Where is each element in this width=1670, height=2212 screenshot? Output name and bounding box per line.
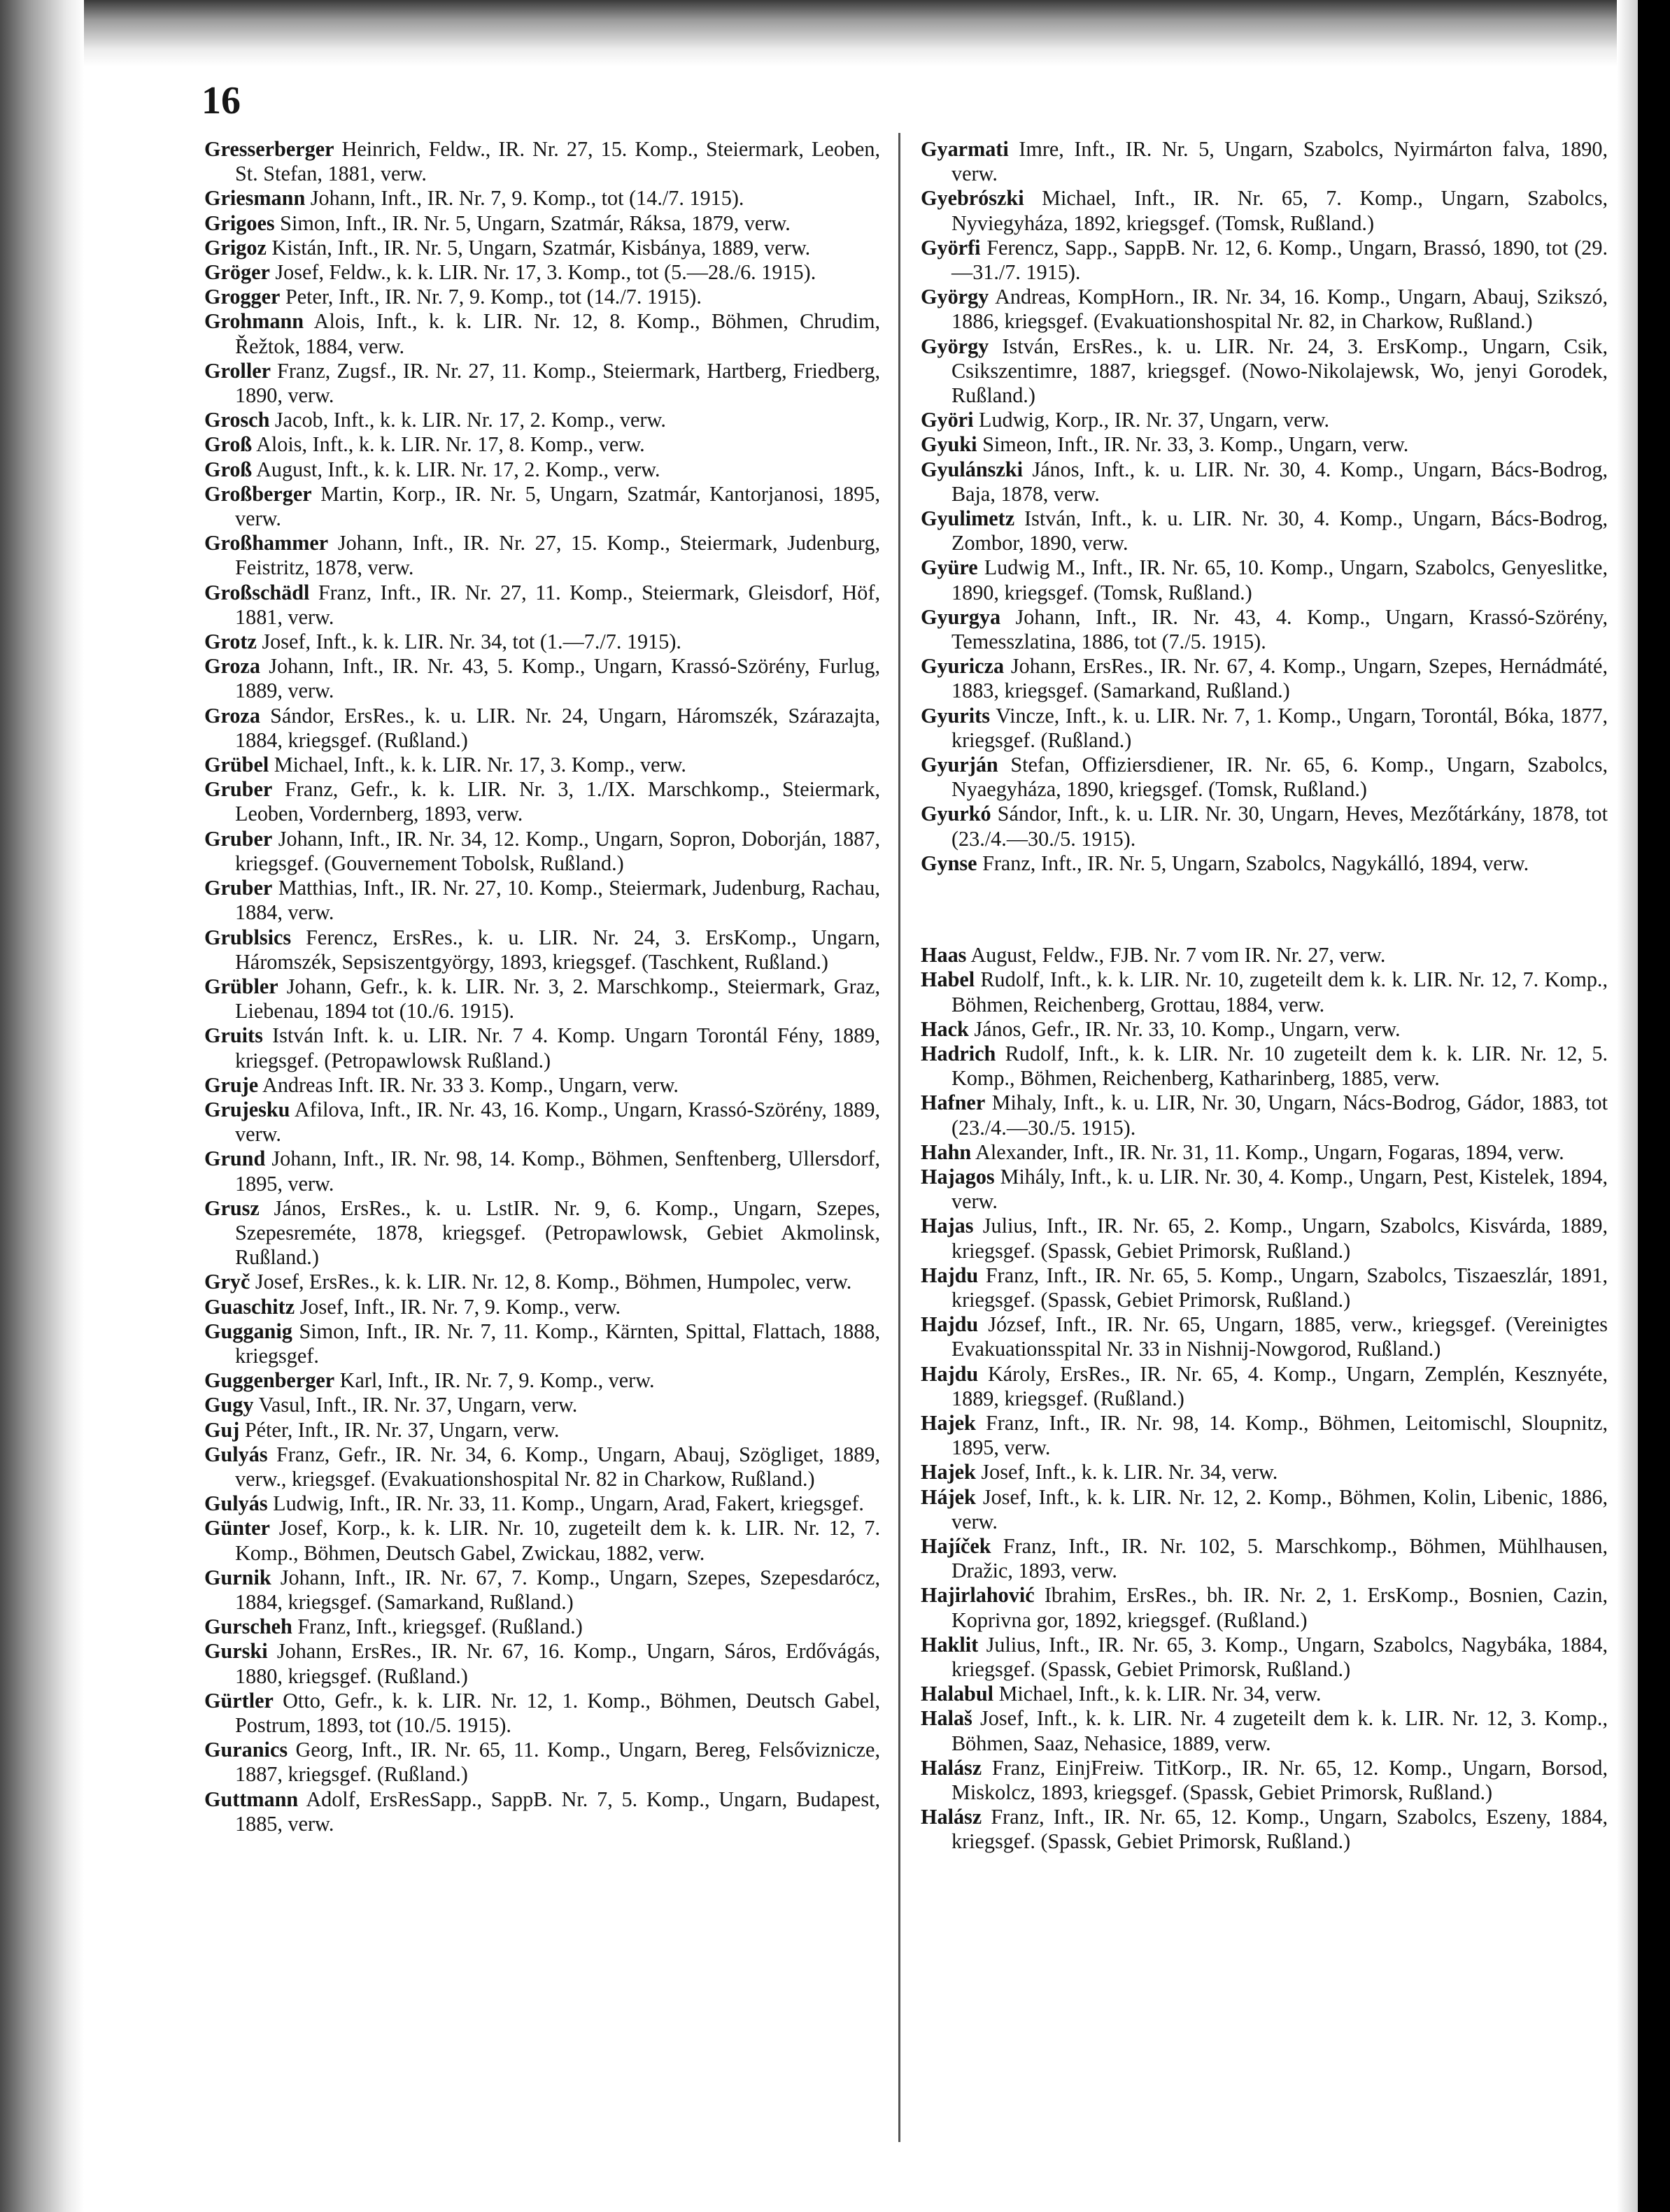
entry-details: Martin, Korp., IR. Nr. 5, Ungarn, Szatmár, Kantorjanosi, 1895, verw. <box>235 481 880 531</box>
entry-details: Johann, ErsRes., IR. Nr. 67, 16. Komp., Ungarn, Sáros, Erdővágás, 1880, kriegsgef. (Rußland.) <box>235 1639 881 1688</box>
entry-details: Johann, Inft., IR. Nr. 27, 15. Komp., Steiermark, Judenburg, Feistritz, 1878, verw. <box>235 531 881 580</box>
left-column <box>204 137 880 1836</box>
register-entry <box>921 851 1608 876</box>
entry-details: Johann, ErsRes., IR. Nr. 67, 4. Komp., Ungarn, Szepes, Hernádmáté, 1883, kriegsgef. (Samarkand, Rußland.) <box>951 654 1608 703</box>
entry-surname: Haklit <box>921 1632 979 1657</box>
register-entry <box>921 1534 1608 1583</box>
register-entry <box>921 236 1608 285</box>
register-entry <box>204 1516 880 1565</box>
entry-surname: Gyulánszki <box>921 457 1023 481</box>
entry-surname: Großhammer <box>204 531 329 555</box>
entry-surname: Hajdu <box>921 1312 979 1337</box>
entry-details: István, Inft., k. u. LIR. Nr. 30, 4. Komp., Ungarn, Bács-Bodrog, Zombor, 1890, verw. <box>951 506 1608 555</box>
entry-surname: Hahn <box>921 1140 972 1164</box>
entry-surname: Hajdu <box>921 1361 979 1386</box>
entry-surname: György <box>921 334 989 358</box>
register-entry <box>921 1485 1608 1534</box>
register-entry <box>204 1295 880 1319</box>
register-entry <box>921 506 1608 555</box>
entry-surname: Hajíček <box>921 1533 991 1558</box>
entry-surname: Gyuricza <box>921 654 1005 679</box>
entry-details: Franz, EinjFreiw. TitKorp., IR. Nr. 65, 12. Komp., Ungarn, Borsod, Miskolcz, 1893, kriegsgef. (Spassk, Gebiet Primorsk, Rußland.) <box>951 1755 1608 1804</box>
entry-surname: Hajirlahović <box>921 1583 1035 1608</box>
entry-details: Andreas, KompHorn., IR. Nr. 34, 16. Komp., Ungarn, Abauj, Szikszó, 1886, kriegsgef. (Evakuationshospital Nr. 82, in Charkow, Rußland.) <box>951 285 1608 334</box>
entry-details: Ludwig, Inft., IR. Nr. 33, 11. Komp., Ungarn, Arad, Fakert, kriegsgef. <box>273 1491 864 1516</box>
register-entry <box>921 605 1608 654</box>
entry-details: Ferencz, Sapp., SappB. Nr. 12, 6. Komp., Ungarn, Brassó, 1890, tot (29.—31./7. 1915). <box>951 235 1608 285</box>
register-entry <box>204 704 880 753</box>
entry-surname: Gurscheh <box>204 1615 292 1639</box>
page-number: 16 <box>201 79 241 122</box>
entry-details: August, Feldw., FJB. Nr. 7 vom IR. Nr. 27, verw. <box>970 943 1386 967</box>
entry-details: Michael, Inft., k. k. LIR. Nr. 34, verw. <box>998 1682 1322 1706</box>
entry-details: János, Gefr., IR. Nr. 33, 10. Komp., Ungarn, verw. <box>974 1016 1401 1041</box>
register-entry <box>921 802 1608 851</box>
right-column <box>921 137 1608 1855</box>
entry-surname: Gruber <box>204 876 273 900</box>
entry-surname: Halaš <box>921 1706 972 1731</box>
entry-details: Sándor, Inft., k. u. LIR. Nr. 30, Ungarn, Heves, Mezőtárkány, 1878, tot (23./4.—30./5. 1915). <box>951 802 1608 851</box>
entry-surname: Gynse <box>921 851 977 875</box>
entry-surname: Hájek <box>921 1484 976 1509</box>
entry-details: Johann, Inft., IR. Nr. 43, 5. Komp., Ungarn, Krassó-Szörény, Furlug, 1889, verw. <box>235 654 880 703</box>
entry-surname: Grotz <box>204 630 257 654</box>
register-entry <box>921 1460 1608 1484</box>
entry-surname: Grogger <box>204 285 281 309</box>
register-entry <box>204 1418 880 1442</box>
entry-details: István Inft. k. u. LIR. Nr. 7 4. Komp. Ungarn Torontál Fény, 1889, kriegsgef. (Petropawlowsk Rußland.) <box>235 1023 880 1072</box>
entry-details: Mihaly, Inft., k. u. LIR, Nr. 30, Ungarn, Nács-Bodrog, Gádor, 1883, tot (23./4.—30./5. 1915). <box>951 1091 1608 1140</box>
entry-surname: Grohmann <box>204 309 304 334</box>
entry-surname: Halász <box>921 1755 982 1780</box>
entry-surname: Gyurgya <box>921 604 1001 629</box>
entry-details: Otto, Gefr., k. k. LIR. Nr. 12, 1. Komp., Böhmen, Deutsch Gabel, Postrum, 1893, tot (10./5. 1915). <box>235 1688 880 1737</box>
register-entry <box>204 974 880 1023</box>
entry-surname: Grigoz <box>204 235 267 260</box>
entry-surname: Guggenberger <box>204 1368 335 1393</box>
entry-surname: Gurski <box>204 1639 268 1664</box>
register-entry <box>921 334 1608 409</box>
register-entry <box>921 1633 1608 1682</box>
right-column-h-section <box>921 943 1608 1855</box>
entry-details: Josef, Inft., k. k. LIR. Nr. 4 zugeteilt dem k. k. LIR. Nr. 12, 3. Komp., Böhmen, Saaz, Nehasice, 1889, verw. <box>951 1706 1608 1755</box>
register-entry <box>921 432 1608 457</box>
entry-details: Péter, Inft., IR. Nr. 37, Ungarn, verw. <box>244 1417 560 1442</box>
entry-surname: Grund <box>204 1147 266 1171</box>
register-entry <box>204 1639 880 1688</box>
entry-surname: Grübler <box>204 974 278 998</box>
register-entry <box>921 1362 1608 1411</box>
entry-surname: Guaschitz <box>204 1294 295 1319</box>
entry-surname: Hajagos <box>921 1164 995 1189</box>
register-entry <box>921 1017 1608 1042</box>
register-entry <box>921 1682 1608 1706</box>
register-entry <box>204 1787 880 1836</box>
register-entry <box>204 260 880 285</box>
register-entry <box>204 1442 880 1491</box>
entry-surname: Hajdu <box>921 1263 979 1287</box>
register-entry <box>204 211 880 236</box>
entry-details: Johann, Inft., IR. Nr. 43, 4. Komp., Ungarn, Krassó-Szörény, Temesszlatina, 1886, tot (7./5. 1915). <box>951 604 1608 654</box>
register-entry <box>204 926 880 974</box>
register-entry <box>921 458 1608 506</box>
register-entry <box>921 1042 1608 1091</box>
entry-details: Josef, Inft., k. k. LIR. Nr. 12, 2. Komp., Böhmen, Kolin, Libenic, 1886, verw. <box>951 1484 1608 1533</box>
entry-details: Ibrahim, ErsRes., bh. IR. Nr. 2, 1. ErsKomp., Bosnien, Cazin, Koprivna gor, 1892, kriegsgef. (Rußland.) <box>951 1583 1608 1632</box>
entry-surname: Gruber <box>204 826 273 851</box>
entry-surname: Gyulimetz <box>921 506 1015 531</box>
register-entry <box>204 1023 880 1072</box>
entry-details: Alois, Inft., k. k. LIR. Nr. 17, 8. Komp., verw. <box>256 432 645 457</box>
register-entry <box>204 1196 880 1270</box>
register-entry <box>921 1706 1608 1755</box>
entry-surname: Hajas <box>921 1214 974 1238</box>
entry-details: Julius, Inft., IR. Nr. 65, 3. Komp., Ungarn, Szabolcs, Nagybáka, 1884, kriegsgef. (Spassk, Gebiet Primorsk, Rußland.) <box>951 1632 1608 1681</box>
register-entry <box>204 777 880 826</box>
entry-details: Simeon, Inft., IR. Nr. 33, 3. Komp., Ungarn, verw. <box>982 432 1409 457</box>
register-entry <box>204 1098 880 1147</box>
register-entry <box>921 1091 1608 1140</box>
register-entry <box>204 1147 880 1196</box>
register-entry <box>204 876 880 925</box>
entry-details: Johann, Inft., IR. Nr. 98, 14. Komp., Böhmen, Senftenberg, Ullersdorf, 1895, verw. <box>235 1147 881 1196</box>
entry-details: Ludwig M., Inft., IR. Nr. 65, 10. Komp., Ungarn, Szabolcs, Genyeslitke, 1890, kriegsgef. (Tomsk, Rußland.) <box>951 555 1608 604</box>
entry-surname: Gruje <box>204 1072 259 1097</box>
entry-surname: Grübel <box>204 753 269 777</box>
register-entry <box>204 186 880 211</box>
entry-surname: Grublsics <box>204 925 292 949</box>
entry-surname: Großschädl <box>204 580 310 604</box>
scan-shadow-right-gradient <box>1617 0 1638 2212</box>
register-entry <box>204 1491 880 1516</box>
entry-details: Alexander, Inft., IR. Nr. 31, 11. Komp., Ungarn, Fogaras, 1894, verw. <box>975 1140 1564 1164</box>
register-entry <box>204 285 880 309</box>
entry-surname: Györi <box>921 408 974 432</box>
entry-surname: Gyüre <box>921 555 978 580</box>
entry-details: Ludwig, Korp., IR. Nr. 37, Ungarn, verw. <box>979 408 1330 432</box>
register-entry <box>204 630 880 654</box>
entry-details: Johann, Gefr., k. k. LIR. Nr. 3, 2. Marschkomp., Steiermark, Graz, Liebenau, 1894 tot (10./6. 1915). <box>235 974 881 1023</box>
entry-details: Michael, Inft., k. k. LIR. Nr. 17, 3. Komp., verw. <box>274 753 686 777</box>
entry-details: Károly, ErsRes., IR. Nr. 65, 4. Komp., Ungarn, Zemplén, Kesznyéte, 1889, kriegsgef. (Rußland.) <box>951 1361 1608 1410</box>
entry-details: Franz, Gefr., k. k. LIR. Nr. 3, 1./IX. Marschkomp., Steiermark, Leoben, Vordernberg, 1893, verw. <box>235 777 880 826</box>
entry-details: Rudolf, Inft., k. k. LIR. Nr. 10, zugeteilt dem k. k. LIR. Nr. 12, 7. Komp., Böhmen, Reichenberg, Grottau, 1884, verw. <box>951 967 1608 1016</box>
register-entry <box>204 827 880 876</box>
entry-surname: Hajek <box>921 1460 976 1484</box>
entry-details: Karl, Inft., IR. Nr. 7, 9. Komp., verw. <box>339 1368 655 1393</box>
scan-edge-right <box>1638 0 1670 2212</box>
entry-details: Georg, Inft., IR. Nr. 65, 11. Komp., Ungarn, Bereg, Felsőviznicze, 1887, kriegsgef. (Rußland.) <box>235 1738 880 1787</box>
register-entry <box>921 704 1608 753</box>
entry-surname: Hafner <box>921 1091 986 1115</box>
entry-details: Heinrich, Feldw., IR. Nr. 27, 15. Komp., Steiermark, Leoben, St. Stefan, 1881, verw. <box>235 137 881 186</box>
register-entry <box>204 458 880 482</box>
entry-surname: Guttmann <box>204 1787 299 1811</box>
entry-details: Josef, ErsRes., k. k. LIR. Nr. 12, 8. Komp., Böhmen, Humpolec, verw. <box>255 1270 852 1294</box>
register-entry <box>204 753 880 777</box>
entry-surname: Gyurkó <box>921 802 991 826</box>
entry-surname: Großberger <box>204 481 312 506</box>
entry-details: Josef, Feldw., k. k. LIR. Nr. 17, 3. Komp., tot (5.—28./6. 1915). <box>275 260 816 285</box>
entry-surname: Gruits <box>204 1023 263 1048</box>
register-entry <box>204 531 880 580</box>
section-gap <box>921 876 1608 943</box>
register-entry <box>921 967 1608 1016</box>
entry-surname: Gulyás <box>204 1491 268 1516</box>
entry-surname: Hadrich <box>921 1041 996 1065</box>
register-entry <box>921 1214 1608 1263</box>
entry-surname: Haas <box>921 943 967 967</box>
scan-shadow-top <box>0 0 1670 66</box>
entry-surname: Gugganig <box>204 1319 292 1343</box>
entry-details: János, Inft., k. u. LIR. Nr. 30, 4. Komp., Ungarn, Bács-Bodrog, Baja, 1878, verw. <box>951 457 1608 506</box>
column-divider <box>898 133 900 2142</box>
entry-details: Sándor, ErsRes., k. u. LIR. Nr. 24, Ungarn, Háromszék, Szárazajta, 1884, kriegsgef. (Rußland.) <box>235 703 880 752</box>
entry-surname: Griesmann <box>204 186 306 211</box>
register-entry <box>921 137 1608 186</box>
entry-details: Adolf, ErsResSapp., SappB. Nr. 7, 5. Komp., Ungarn, Budapest, 1885, verw. <box>235 1787 880 1836</box>
entry-details: Josef, Korp., k. k. LIR. Nr. 10, zugeteilt dem k. k. LIR. Nr. 12, 7. Komp., Böhmen, Deutsch Gabel, Zwickau, 1882, verw. <box>235 1516 881 1565</box>
register-entry <box>921 1756 1608 1805</box>
entry-surname: Groza <box>204 703 260 728</box>
register-entry <box>921 1312 1608 1361</box>
register-entry <box>204 236 880 260</box>
entry-surname: Gugy <box>204 1393 254 1417</box>
entry-details: Johann, Inft., IR. Nr. 34, 12. Komp., Ungarn, Sopron, Doborján, 1887, kriegsgef. (Gouvernement Tobolsk, Rußland.) <box>235 826 880 875</box>
entry-surname: Guranics <box>204 1738 288 1762</box>
entry-details: Peter, Inft., IR. Nr. 7, 9. Komp., tot (14./7. 1915). <box>285 285 702 309</box>
entry-details: Rudolf, Inft., k. k. LIR. Nr. 10 zugeteilt dem k. k. LIR. Nr. 12, 5. Komp., Böhmen, Reichenberg, Katharinberg, 1885, verw. <box>951 1041 1608 1091</box>
entry-details: Franz, Gefr., IR. Nr. 34, 6. Komp., Ungarn, Abauj, Szögliget, 1889, verw., kriegsgef. (Evakuationshospital Nr. 82 in Charkow, Rußland.) <box>235 1442 880 1491</box>
register-entry <box>204 309 880 358</box>
register-entry <box>204 1566 880 1615</box>
register-entry <box>204 1615 880 1639</box>
entry-details: Imre, Inft., IR. Nr. 5, Ungarn, Szabolcs, Nyirmárton falva, 1890, verw. <box>951 137 1608 186</box>
entry-details: Franz, Zugsf., IR. Nr. 27, 11. Komp., Steiermark, Hartberg, Friedberg, 1890, verw. <box>235 358 881 408</box>
entry-details: Franz, Inft., kriegsgef. (Rußland.) <box>297 1615 583 1639</box>
entry-surname: Grujesku <box>204 1097 290 1121</box>
entry-details: Josef, Inft., k. k. LIR. Nr. 34, verw. <box>981 1460 1278 1484</box>
register-entry <box>204 482 880 531</box>
register-entry <box>921 1583 1608 1632</box>
entry-surname: Guj <box>204 1417 240 1442</box>
register-entry <box>921 753 1608 802</box>
entry-surname: Halász <box>921 1805 982 1829</box>
entry-details: Vincze, Inft., k. u. LIR. Nr. 7, 1. Komp., Ungarn, Torontál, Bóka, 1877, kriegsgef. (Rußland.) <box>951 703 1608 752</box>
entry-surname: Gyuki <box>921 432 977 457</box>
entry-details: Mihály, Inft., k. u. LIR. Nr. 30, 4. Komp., Ungarn, Pest, Kistelek, 1894, verw. <box>951 1164 1608 1214</box>
entry-details: Jacob, Inft., k. k. LIR. Nr. 17, 2. Komp., verw. <box>274 408 666 432</box>
entry-details: János, ErsRes., k. u. LstIR. Nr. 9, 6. Komp., Ungarn, Szepes, Szepesreméte, 1878, kriegsgef. (Petropawlowsk, Gebiet Akmolinsk, Rußland.) <box>235 1196 880 1270</box>
register-entry <box>921 654 1608 703</box>
entry-surname: Hajek <box>921 1410 976 1435</box>
entry-details: Vasul, Inft., IR. Nr. 37, Ungarn, verw. <box>258 1393 578 1417</box>
entry-details: Simon, Inft., IR. Nr. 5, Ungarn, Szatmár, Ráksa, 1879, verw. <box>280 211 791 235</box>
register-entry <box>204 1270 880 1294</box>
entry-surname: György <box>921 285 989 309</box>
entry-details: Michael, Inft., IR. Nr. 65, 7. Komp., Ungarn, Szabolcs, Nyviegyháza, 1892, kriegsgef. (Tomsk, Rußland.) <box>951 186 1608 235</box>
entry-surname: Grosch <box>204 408 270 432</box>
right-column-g-section <box>921 137 1608 876</box>
entry-surname: Gyurján <box>921 753 998 777</box>
entry-details: Josef, Inft., k. k. LIR. Nr. 34, tot (1.—7./7. 1915). <box>262 630 681 654</box>
entry-details: Julius, Inft., IR. Nr. 65, 2. Komp., Ungarn, Szabolcs, Kisvárda, 1889, kriegsgef. (Spassk, Gebiet Primorsk, Rußland.) <box>951 1214 1608 1263</box>
entry-details: Matthias, Inft., IR. Nr. 27, 10. Komp., Steiermark, Judenburg, Rachau, 1884, verw. <box>235 876 881 925</box>
entry-details: Josef, Inft., IR. Nr. 7, 9. Komp., verw. <box>299 1294 621 1319</box>
register-entry <box>204 1319 880 1368</box>
register-entry <box>204 1689 880 1738</box>
register-entry <box>204 1073 880 1098</box>
entry-surname: Gyebrószki <box>921 186 1024 211</box>
register-entry <box>921 285 1608 334</box>
entry-surname: Groza <box>204 654 260 679</box>
register-entry <box>921 186 1608 235</box>
entry-surname: Gröger <box>204 260 270 285</box>
entry-surname: Hack <box>921 1016 969 1041</box>
entry-surname: Groß <box>204 457 253 481</box>
register-entry <box>921 555 1608 604</box>
register-entry <box>204 432 880 457</box>
entry-surname: Habel <box>921 967 975 992</box>
entry-details: Ferencz, ErsRes., k. u. LIR. Nr. 24, 3. ErsKomp., Ungarn, Háromszék, Sepsiszentgyörgy, 1893, kriegsgef. (Taschkent, Rußland.) <box>235 925 881 974</box>
register-entry <box>204 1393 880 1417</box>
entry-surname: Groller <box>204 358 271 383</box>
register-entry <box>204 408 880 432</box>
entry-details: Johann, Inft., IR. Nr. 67, 7. Komp., Ungarn, Szepes, Szepesdarócz, 1884, kriegsgef. (Samarkand, Rußland.) <box>235 1565 880 1614</box>
entry-details: Afilova, Inft., IR. Nr. 43, 16. Komp., Ungarn, Krassó-Szörény, 1889, verw. <box>235 1097 880 1147</box>
entry-details: Stefan, Offiziersdiener, IR. Nr. 65, 6. Komp., Ungarn, Szabolcs, Nyaegyháza, 1890, kriegsgef. (Tomsk, Rußland.) <box>951 753 1608 802</box>
entry-surname: Gürtler <box>204 1688 274 1713</box>
register-entry <box>921 1140 1608 1165</box>
scan-shadow-left <box>0 0 84 2212</box>
register-entry <box>204 1738 880 1787</box>
entry-surname: Gruber <box>204 777 273 802</box>
register-entry <box>204 137 880 186</box>
entry-details: Kistán, Inft., IR. Nr. 5, Ungarn, Szatmár, Kisbánya, 1889, verw. <box>271 235 811 260</box>
register-entry <box>204 359 880 408</box>
entry-details: Franz, Inft., IR. Nr. 102, 5. Marschkomp., Böhmen, Mühlhausen, Dražic, 1893, verw. <box>951 1533 1608 1583</box>
register-entry <box>204 654 880 703</box>
entry-details: Alois, Inft., k. k. LIR. Nr. 12, 8. Komp., Böhmen, Chrudim, Řežtok, 1884, verw. <box>235 309 880 358</box>
entry-details: Franz, Inft., IR. Nr. 65, 5. Komp., Ungarn, Szabolcs, Tiszaeszlár, 1891, kriegsgef. (Spassk, Gebiet Primorsk, Rußland.) <box>951 1263 1608 1312</box>
entry-details: August, Inft., k. k. LIR. Nr. 17, 2. Komp., verw. <box>256 457 660 481</box>
register-entry <box>921 1805 1608 1854</box>
register-entry <box>921 1263 1608 1312</box>
entry-details: Franz, Inft., IR. Nr. 98, 14. Komp., Böhmen, Leitomischl, Sloupnitz, 1895, verw. <box>951 1410 1608 1460</box>
entry-surname: Gryč <box>204 1270 250 1294</box>
entry-details: Franz, Inft., IR. Nr. 65, 12. Komp., Ungarn, Szabolcs, Eszeny, 1884, kriegsgef. (Spassk, Gebiet Primorsk, Rußland.) <box>951 1805 1608 1854</box>
register-entry <box>921 1411 1608 1460</box>
entry-surname: Grusz <box>204 1196 260 1220</box>
entry-surname: Györfi <box>921 235 981 260</box>
register-entry <box>921 943 1608 967</box>
entry-details: Andreas Inft. IR. Nr. 33 3. Komp., Ungarn, verw. <box>262 1072 679 1097</box>
entry-surname: Günter <box>204 1516 270 1540</box>
entry-surname: Gulyás <box>204 1442 268 1466</box>
entry-surname: Gyarmati <box>921 137 1009 161</box>
entry-surname: Gyurits <box>921 703 990 728</box>
entry-surname: Grigoes <box>204 211 275 235</box>
register-entry <box>204 1368 880 1393</box>
entry-details: Franz, Inft., IR. Nr. 5, Ungarn, Szabolcs, Nagykálló, 1894, verw. <box>982 851 1529 875</box>
register-entry <box>204 581 880 630</box>
entry-details: József, Inft., IR. Nr. 65, Ungarn, 1885, verw., kriegsgef. (Vereinigtes Evakuationsspital Nr. 33 in Nishnij-Nowgorod, Rußland.) <box>951 1312 1608 1361</box>
register-entry <box>921 1165 1608 1214</box>
entry-surname: Gurnik <box>204 1565 271 1589</box>
entry-surname: Groß <box>204 432 253 457</box>
entry-details: István, ErsRes., k. u. LIR. Nr. 24, 3. ErsKomp., Ungarn, Csik, Csikszentimre, 1887, kriegsgef. (Nowo-Nikolajewsk, Wo, jenyi Gorodek, Rußland.) <box>951 334 1608 408</box>
entry-surname: Halabul <box>921 1682 994 1706</box>
register-entry <box>921 408 1608 432</box>
entry-details: Simon, Inft., IR. Nr. 7, 11. Komp., Kärnten, Spittal, Flattach, 1888, kriegsgef. <box>235 1319 881 1368</box>
entry-surname: Gresserberger <box>204 137 334 161</box>
entry-details: Franz, Inft., IR. Nr. 27, 11. Komp., Steiermark, Gleisdorf, Höf, 1881, verw. <box>235 580 880 629</box>
entry-details: Johann, Inft., IR. Nr. 7, 9. Komp., tot (14./7. 1915). <box>310 186 744 211</box>
